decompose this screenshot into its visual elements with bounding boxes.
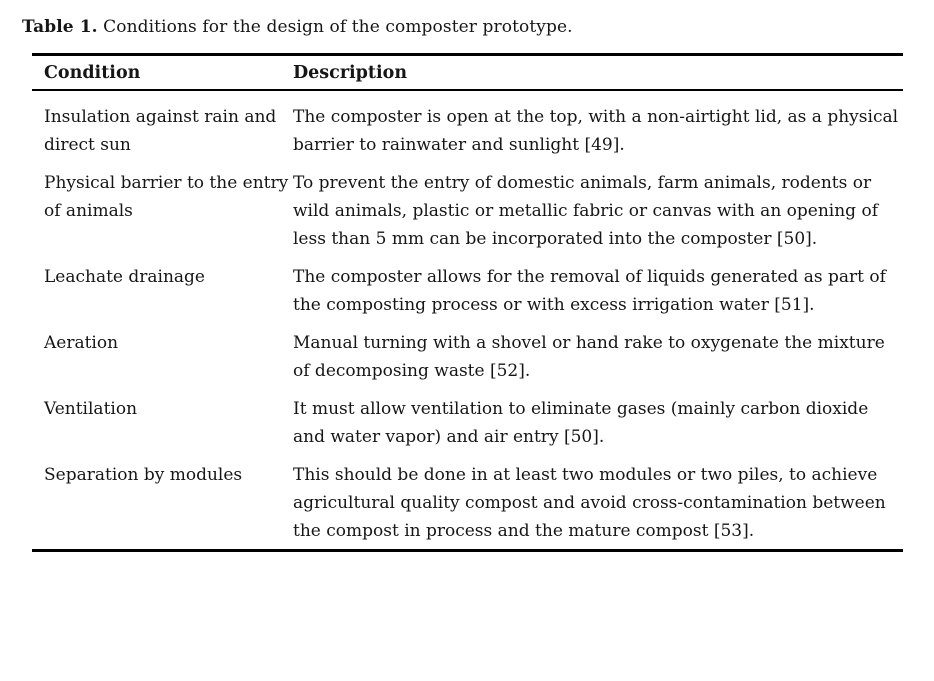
conditions-table [32,53,903,552]
condition-cell: Leachate drainage [44,267,205,287]
table-row [32,103,903,159]
description-cell: The composter is open at the top, with a non-airtight lid, as a physical barrier to rainwater and sunlight [49]. [293,107,899,155]
description-cell: To prevent the entry of domestic animals, farm animals, rodents or wild animals, plastic or metallic fabric or canvas with an opening of less than 5 mm can be incorporated into the composter [50]. [293,173,878,249]
condition-cell: Insulation against rain and direct sun [44,107,277,155]
condition-cell: Separation by modules [44,465,243,485]
table-row [32,329,903,385]
condition-cell: Physical barrier to the entry of animals [44,173,289,221]
table-body [32,91,903,549]
table-caption-label: Table 1. [22,17,98,37]
description-cell: The composter allows for the removal of liquids generated as part of the composting process or with excess irrigation water [51]. [293,267,886,315]
table-caption [22,15,934,39]
table-row [32,461,903,545]
table-header-row [32,56,903,91]
description-cell: This should be done in at least two modules or two piles, to achieve agricultural quality compost and avoid cross-contamination between the compost in process and the mature compost [53]. [293,465,886,541]
column-header-description: Description [293,63,408,83]
description-cell: It must allow ventilation to eliminate gases (mainly carbon dioxide and water vapor) and air entry [50]. [293,399,869,447]
table-row [32,395,903,451]
column-header-condition: Condition [44,63,141,83]
condition-cell: Ventilation [44,399,138,419]
table-caption-text: Conditions for the design of the composter prototype. [97,17,573,37]
table-row [32,263,903,319]
condition-cell: Aeration [44,333,119,353]
description-cell: Manual turning with a shovel or hand rake to oxygenate the mixture of decomposing waste [52]. [293,333,885,381]
table-row [32,169,903,253]
